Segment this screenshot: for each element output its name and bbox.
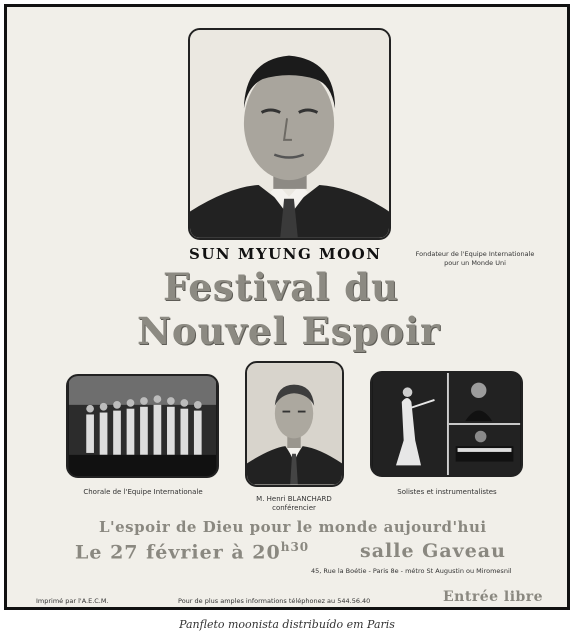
soloists-image (372, 373, 521, 475)
festival-title-line-1: Festival du (163, 265, 399, 309)
image-caption: Panfleto moonista distribuído em Paris (179, 618, 395, 631)
printed-by: Imprimé par l'A.E.C.M. (36, 597, 109, 605)
choir-image (68, 376, 217, 476)
founder-note (400, 250, 550, 268)
festival-title-line-2: Nouvel Espoir (137, 309, 441, 353)
entree-libre: Entrée libre (443, 589, 544, 605)
venue: salle Gaveau (360, 540, 506, 562)
slogan: L'espoir de Dieu pour le monde aujourd'hui (99, 518, 487, 536)
soloists-caption: Solistes et instrumentalistes (397, 488, 497, 496)
founder-line-1: Fondateur de l'Equipe Internationale (415, 250, 535, 258)
portrait-moon-image (190, 30, 389, 238)
soloists-photo (370, 371, 523, 477)
main-name: SUN MYUNG MOON (189, 245, 382, 263)
festival-poster (4, 4, 570, 610)
date-hour-suffix: h30 (280, 540, 310, 554)
speaker-photo (245, 361, 344, 487)
speaker-caption (231, 495, 357, 513)
choir-caption: Chorale de l'Equipe Internationale (83, 488, 203, 496)
event-date (75, 540, 309, 563)
date-text: Le 27 février à 20 (75, 541, 281, 564)
speaker-name: M. Henri BLANCHARD (256, 495, 332, 503)
info-phone: Pour de plus amples informations téléphonez au 544.56.40 (178, 597, 371, 605)
address: 45, Rue la Boétie - Paris 8e - métro St Augustin ou Miromesnil (311, 567, 512, 575)
portrait-photo-moon (188, 28, 391, 240)
founder-line-2: pour un Monde Uni (444, 259, 506, 267)
speaker-image (247, 363, 342, 485)
speaker-role: conférencier (272, 504, 316, 512)
choir-photo (66, 374, 219, 478)
